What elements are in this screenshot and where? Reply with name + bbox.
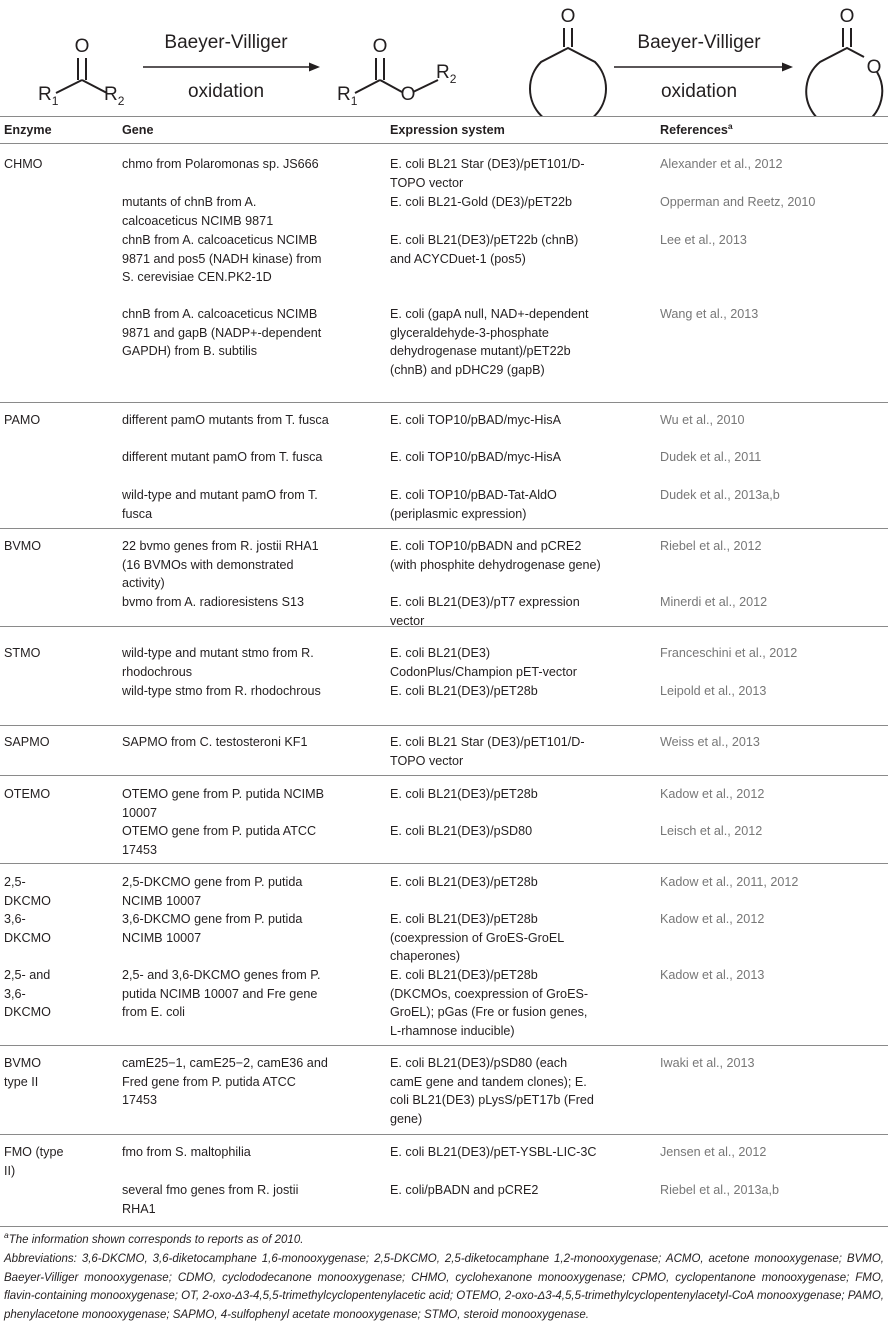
gene-cell: wild-type and mutant stmo from R. rhodochrous bbox=[122, 646, 314, 679]
gene-cell: chnB from A. calcoaceticus NCIMB 9871 and pos5 (NADH kinase) from S. cerevisiae CEN.PK2-1D bbox=[122, 233, 322, 284]
ester-structure bbox=[355, 58, 438, 93]
reference-cell: Riebel et al., 2012 bbox=[660, 539, 762, 553]
reference-cell: Kadow et al., 2013 bbox=[660, 968, 765, 982]
expression-cell: E. coli TOP10/pBADN and pCRE2 (with phosphite dehydrogenase gene) bbox=[390, 539, 601, 572]
expression-cell: E. coli TOP10/pBAD/myc-HisA bbox=[390, 413, 561, 427]
enzyme-stmo: STMO bbox=[4, 646, 41, 660]
gene-cell: 22 bvmo genes from R. jostii RHA1 (16 BVMOs with demonstrated activity) bbox=[122, 539, 319, 590]
reference-cell: Alexander et al., 2012 bbox=[660, 157, 783, 171]
gene-cell: several fmo genes from R. jostii RHA1 bbox=[122, 1183, 299, 1216]
reference-cell: Jensen et al., 2012 bbox=[660, 1145, 767, 1159]
ester-r2-label: $R_2$ bbox=[436, 62, 457, 86]
gene-cell: mutants of chnB from A. calcoaceticus NCIMB 9871 bbox=[122, 195, 274, 228]
enzyme-otemo: OTEMO bbox=[4, 787, 51, 801]
gene-cell: different mutant pamO from T. fusca bbox=[122, 450, 323, 464]
ketone-o-label: O bbox=[74, 36, 90, 57]
header-gene: Gene bbox=[122, 123, 154, 137]
cyclic-ketone-structure bbox=[530, 28, 606, 116]
gene-cell: OTEMO gene from P. putida ATCC 17453 bbox=[122, 824, 317, 857]
arrow-2-bottom-label: oxidation bbox=[660, 81, 738, 102]
expression-cell: E. coli TOP10/pBAD-Tat-AldO (periplasmic expression) bbox=[390, 488, 557, 521]
table-bottom-rule bbox=[0, 1226, 888, 1227]
expression-cell: E. coli TOP10/pBAD/myc-HisA bbox=[390, 450, 561, 464]
expression-cell: E. coli BL21(DE3) CodonPlus/Champion pET-vector bbox=[390, 646, 577, 679]
gene-cell: fmo from S. maltophilia bbox=[122, 1145, 251, 1159]
reference-cell: Lee et al., 2013 bbox=[660, 233, 747, 247]
gene-cell: 2,5- and 3,6-DKCMO genes from P. putida NCIMB 10007 and Fre gene from E. coli bbox=[122, 968, 321, 1019]
expression-cell: E. coli BL21 Star (DE3)/pET101/D-TOPO vector bbox=[390, 735, 585, 768]
enzyme-bvmo-type-ii: BVMO type II bbox=[4, 1056, 42, 1089]
gene-cell: SAPMO from C. testosteroni KF1 bbox=[122, 735, 308, 749]
expression-cell: E. coli BL21(DE3)/pET-YSBL-LIC-3C bbox=[390, 1145, 597, 1159]
reference-cell: Leisch et al., 2012 bbox=[660, 824, 763, 838]
reference-cell: Kadow et al., 2012 bbox=[660, 912, 765, 926]
lactone-ring-o-label: O bbox=[866, 57, 882, 78]
gene-cell: OTEMO gene from P. putida NCIMB 10007 bbox=[122, 787, 325, 820]
table-top-rule bbox=[0, 116, 888, 117]
group-rule-pamo bbox=[0, 528, 888, 529]
ketone-structure bbox=[56, 58, 107, 93]
gene-cell: camE25−1, camE25−2, camE36 and Fred gene from P. putida ATCC 17453 bbox=[122, 1056, 328, 1107]
expression-cell: E. coli BL21(DE3)/pSD80 bbox=[390, 824, 533, 838]
enzyme-chmo: CHMO bbox=[4, 157, 43, 171]
gene-cell: wild-type stmo from R. rhodochrous bbox=[122, 684, 321, 698]
gene-cell: 3,6-DKCMO gene from P. putida NCIMB 10007 bbox=[122, 912, 303, 945]
reference-cell: Franceschini et al., 2012 bbox=[660, 646, 798, 660]
reference-cell: Wu et al., 2010 bbox=[660, 413, 745, 427]
expression-cell: E. coli BL21(DE3)/pET28b (DKCMOs, coexpression of GroES-GroEL); pGas (Fre or fusion genes, L-rhamnose inducible) bbox=[390, 968, 589, 1038]
expression-cell: E. coli BL21(DE3)/pET22b (chnB) and ACYCDuet-1 (pos5) bbox=[390, 233, 579, 266]
header-enzyme: Enzyme bbox=[4, 123, 52, 137]
expression-cell: E. coli BL21(DE3)/pET28b bbox=[390, 684, 538, 698]
ester-carbonyl-o-label: O bbox=[372, 36, 388, 57]
footnote-a: $^a$The information shown corresponds to reports as of 2010. bbox=[4, 1230, 304, 1246]
header-bottom-rule bbox=[0, 143, 888, 144]
gene-cell: bvmo from A. radioresistens S13 bbox=[122, 595, 304, 609]
expression-cell: E. coli BL21(DE3)/pET28b (coexpression of GroES-GroEL chaperones) bbox=[390, 912, 564, 963]
expression-cell: E. coli BL21(DE3)/pSD80 (each camE gene and tandem clones); E. coli BL21(DE3) pLysS/pET17b (Fred gene) bbox=[390, 1056, 594, 1126]
arrow-1-top-label: Baeyer-Villiger bbox=[164, 32, 288, 53]
group-rule-bvmo-type-ii bbox=[0, 1134, 888, 1135]
reference-cell: Iwaki et al., 2013 bbox=[660, 1056, 755, 1070]
reference-cell: Opperman and Reetz, 2010 bbox=[660, 195, 816, 209]
ketone-r2-label: $R_2$ bbox=[104, 84, 125, 108]
reaction-scheme bbox=[0, 0, 888, 116]
enzyme-pamo: PAMO bbox=[4, 413, 41, 427]
gene-cell: different pamO mutants from T. fusca bbox=[122, 413, 329, 427]
enzyme-2-5-and-3-6-dkcmo: 2,5- and 3,6-DKCMO bbox=[4, 968, 51, 1019]
gene-cell: 2,5-DKCMO gene from P. putida NCIMB 10007 bbox=[122, 875, 303, 908]
arrow-head-2 bbox=[782, 63, 793, 72]
arrow-2-top-label: Baeyer-Villiger bbox=[637, 32, 761, 53]
enzyme-sapmo: SAPMO bbox=[4, 735, 50, 749]
header-references: References$^a$ bbox=[660, 120, 733, 137]
gene-cell: chnB from A. calcoaceticus NCIMB 9871 and gapB (NADP+-dependent GAPDH) from B. subtilis bbox=[122, 307, 322, 358]
enzyme-2-5-dkcmo: 2,5-DKCMO bbox=[4, 875, 51, 908]
header-expression-system: Expression system bbox=[390, 123, 505, 137]
gene-cell: wild-type and mutant pamO from T. fusca bbox=[122, 488, 318, 521]
ester-ether-o-label: O bbox=[400, 84, 416, 105]
gene-cell: chmo from Polaromonas sp. JS666 bbox=[122, 157, 319, 171]
reference-cell: Minerdi et al., 2012 bbox=[660, 595, 768, 609]
expression-cell: E. coli BL21-Gold (DE3)/pET22b bbox=[390, 195, 572, 209]
expression-cell: E. coli/pBADN and pCRE2 bbox=[390, 1183, 539, 1197]
arrow-1-bottom-label: oxidation bbox=[187, 81, 265, 102]
expression-cell: E. coli BL21(DE3)/pET28b bbox=[390, 787, 538, 801]
reference-cell: Dudek et al., 2013a,b bbox=[660, 488, 780, 502]
reference-cell: Riebel et al., 2013a,b bbox=[660, 1183, 780, 1197]
reference-cell: Wang et al., 2013 bbox=[660, 307, 759, 321]
group-rule-sapmo bbox=[0, 775, 888, 776]
group-rule-stmo bbox=[0, 725, 888, 726]
group-rule-otemo bbox=[0, 863, 888, 864]
reference-cell: Kadow et al., 2011, 2012 bbox=[660, 875, 799, 889]
footnote-abbreviations: Abbreviations: 3,6-DKCMO, 3,6-diketocamphane 1,6-monooxygenase; 2,5-DKCMO, 2,5-diketocamphane 1,2-monooxygenase; ACMO, acetone monooxygenase; BVMO, Baeyer-Villiger monooxygenase; CDMO, cyclododecanone monooxygenase; CHMO, cyclohexanone monooxygenase; CPMO, cyclopentanone monooxygenase; FMO, flavin-containing monooxygenase; OT, 2-oxo-Δ3-4,5,5-trimethylcyclopentenylacetic acid; OTEMO, 2-oxo-Δ3-4,5,5-trimethylcyclopentenylacetyl-CoA monooxygenase; PAMO, phenylacetone monooxygenase; SAPMO, 4-sulfophenyl acetate monooxygenase; STMO, steroid monooxygenase. bbox=[4, 1253, 884, 1321]
expression-cell: E. coli BL21 Star (DE3)/pET101/D-TOPO vector bbox=[390, 157, 585, 190]
expression-cell: E. coli (gapA null, NAD+-dependent glyceraldehyde-3-phosphate dehydrogenase mutant)/pET22b (chnB) and pDHC29 (gapB) bbox=[390, 307, 589, 377]
group-rule-dkcmo bbox=[0, 1045, 888, 1046]
enzyme-fmo-type-ii: FMO (type II) bbox=[4, 1145, 64, 1178]
lactone-carbonyl-o-label: O bbox=[839, 6, 855, 27]
ketone-r1-label: $R_1$ bbox=[38, 84, 59, 108]
cyclic-ketone-o-label: O bbox=[560, 6, 576, 27]
enzyme-bvmo: BVMO bbox=[4, 539, 42, 553]
group-rule-chmo bbox=[0, 402, 888, 403]
ester-r1-label: $R_1$ bbox=[337, 84, 358, 108]
reference-cell: Leipold et al., 2013 bbox=[660, 684, 767, 698]
expression-cell: E. coli BL21(DE3)/pET28b bbox=[390, 875, 538, 889]
reference-cell: Kadow et al., 2012 bbox=[660, 787, 765, 801]
enzyme-3-6-dkcmo: 3,6-DKCMO bbox=[4, 912, 51, 945]
arrow-head-1 bbox=[309, 63, 320, 72]
expression-cell: E. coli BL21(DE3)/pT7 expression vector bbox=[390, 595, 580, 628]
reference-cell: Weiss et al., 2013 bbox=[660, 735, 760, 749]
reference-cell: Dudek et al., 2011 bbox=[660, 450, 762, 464]
